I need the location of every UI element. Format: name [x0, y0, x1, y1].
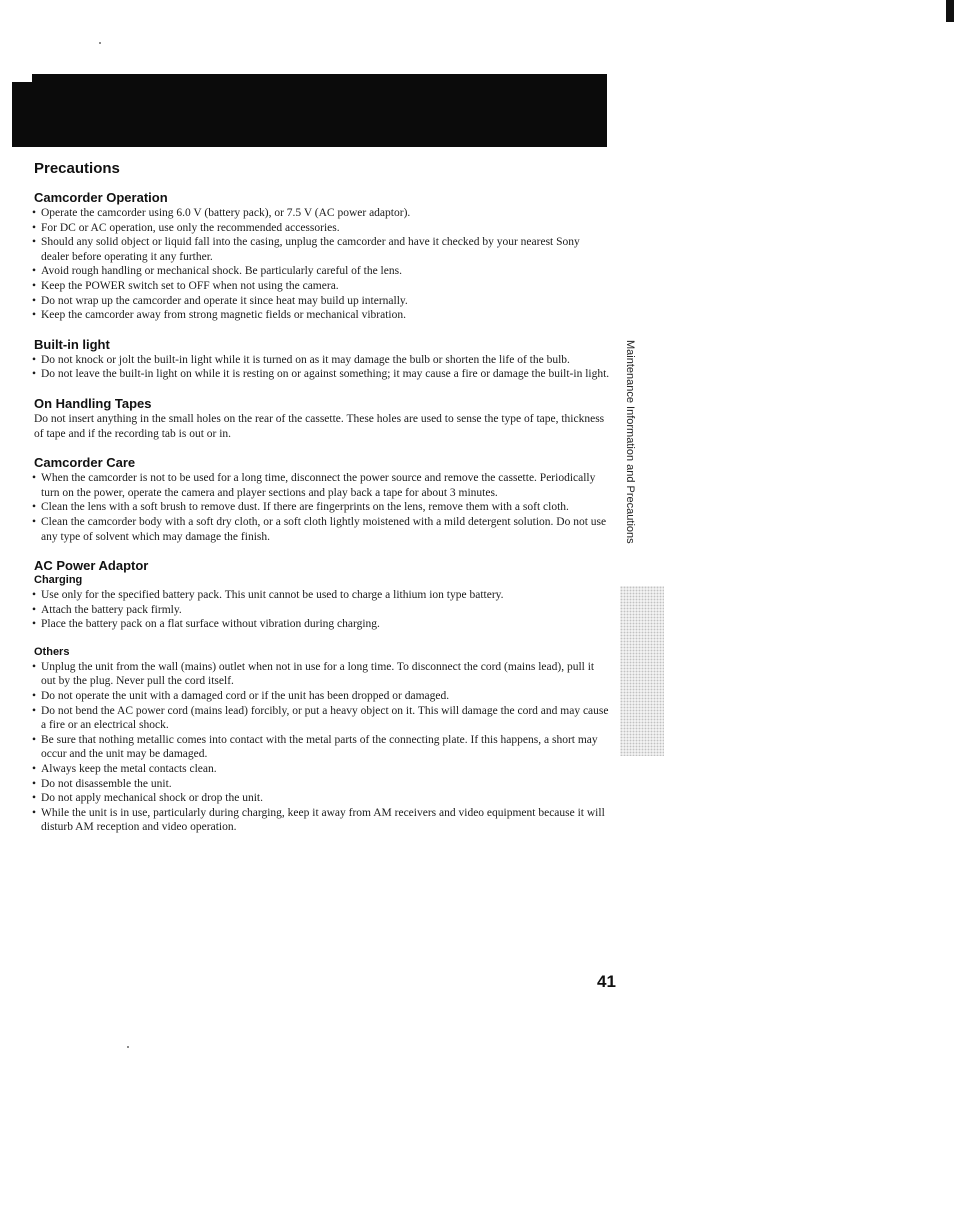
scan-speck — [127, 1046, 129, 1048]
list-item: • Do not apply mechanical shock or drop the unit. — [30, 791, 610, 806]
camcorder-care-list — [30, 471, 610, 544]
list-item: • Do not disassemble the unit. — [30, 777, 610, 792]
page-content — [30, 160, 610, 849]
list-item: • Do not knock or jolt the built-in light while it is turned on as it may damage the bulb or shorten the life of the bulb. — [30, 353, 610, 368]
list-item: • Clean the lens with a soft brush to remove dust. If there are fingerprints on the lens, remove them with a soft cloth. — [30, 500, 610, 515]
list-item: • Place the battery pack on a flat surface without vibration during charging. — [30, 617, 610, 632]
handling-tapes-text: Do not insert anything in the small holes on the rear of the cassette. These holes are used to sense the type of tape, thickness of tape and if the recording tab is out or in. — [34, 412, 605, 440]
camcorder-care-heading: Camcorder Care — [34, 455, 136, 471]
list-item: • Operate the camcorder using 6.0 V (battery pack), or 7.5 V (AC power adaptor). — [30, 206, 610, 221]
list-item: • Keep the camcorder away from strong magnetic fields or mechanical vibration. — [30, 308, 610, 323]
list-item: • Be sure that nothing metallic comes into contact with the metal parts of the connecting plate. If this happens, a short may occur and the unit may be damaged. — [30, 733, 610, 762]
list-item: • For DC or AC operation, use only the recommended accessories. — [30, 221, 610, 236]
charging-subheading: Charging — [34, 574, 83, 587]
list-item: • Avoid rough handling or mechanical shock. Be particularly careful of the lens. — [30, 264, 610, 279]
handling-tapes-heading: On Handling Tapes — [34, 395, 152, 411]
list-item: • Do not leave the built-in light on while it is resting on or against something; it may cause a fire or damage the built-in light. — [30, 367, 610, 382]
list-item: • Do not operate the unit with a damaged cord or if the unit has been dropped or damaged. — [30, 689, 610, 704]
side-section-tab: Maintenance Information and Precautions — [624, 340, 636, 544]
list-item: • While the unit is in use, particularly during charging, keep it away from AM receivers and video equipment because it will disturb AM reception and video operation. — [30, 806, 610, 835]
others-subheading: Others — [34, 645, 70, 658]
page-title: Precautions — [34, 160, 120, 177]
side-tab-pattern — [620, 586, 664, 756]
camcorder-operation-heading: Camcorder Operation — [34, 190, 168, 205]
camcorder-operation-list — [30, 206, 610, 323]
list-item: • When the camcorder is not to be used for a long time, disconnect the power source and remove the cassette. Periodically turn on the power, operate the camera and player sections and play back a tape for about 3 minutes. — [30, 471, 610, 500]
list-item: • Should any solid object or liquid fall into the casing, unplug the camcorder and have it checked by your nearest Sony dealer before operating it any further. — [30, 235, 610, 264]
list-item: • Always keep the metal contacts clean. — [30, 762, 610, 777]
others-list — [30, 660, 610, 835]
built-in-light-list — [30, 353, 610, 382]
list-item: • Do not bend the AC power cord (mains lead) forcibly, or put a heavy object on it. This will damage the cord and may cause a fire or an electrical shock. — [30, 704, 610, 733]
list-item: • Use only for the specified battery pack. This unit cannot be used to charge a lithium ion type battery. — [30, 588, 610, 603]
header-bar — [12, 74, 607, 147]
list-item: • Keep the POWER switch set to OFF when not using the camera. — [30, 279, 610, 294]
page-number: 41 — [597, 972, 616, 991]
list-item: • Do not wrap up the camcorder and operate it since heat may build up internally. — [30, 294, 610, 309]
scan-speck — [99, 42, 101, 44]
charging-list — [30, 588, 610, 632]
list-item: • Attach the battery pack firmly. — [30, 603, 610, 618]
ac-power-adaptor-heading: AC Power Adaptor — [34, 558, 149, 574]
page-edge-mark — [946, 0, 954, 22]
list-item: • Unplug the unit from the wall (mains) outlet when not in use for a long time. To disconnect the cord (mains lead), pull it out by the plug. Never pull the cord itself. — [30, 660, 610, 689]
built-in-light-heading: Built-in light — [34, 336, 110, 352]
list-item: • Clean the camcorder body with a soft dry cloth, or a soft cloth lightly moistened with a mild detergent solution. Do not use any type of solvent which may damage the finish. — [30, 515, 610, 544]
